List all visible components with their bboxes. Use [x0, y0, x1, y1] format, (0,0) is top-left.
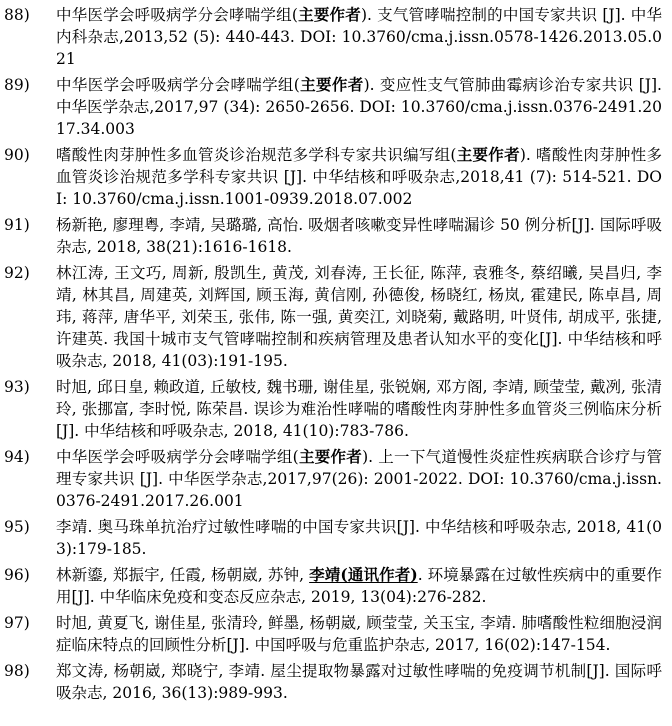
reference-number: 92) — [4, 264, 30, 282]
reference-citation: ). 上一下气道慢性炎症性疾病联合诊疗与管理专家共识 [J]. 中华医学杂志,2017,97(26): 2001-2022. DOI: 10.3760/cma.j.issn.0376-2491.2017.26.001 — [56, 448, 662, 510]
reference-item — [4, 214, 662, 258]
reference-text: 时旭, 黄夏飞, 谢佳星, 张清玲, 鲜墨, 杨朝崴, 顾莹莹, 关玉宝, 李靖. 肺嗜酸性粒细胞浸润症临床特点的回顾性分析[J]. 中国呼吸与危重监护杂志, 2017, 16(02):147-154. — [56, 614, 662, 654]
reference-item — [4, 144, 662, 210]
reference-text — [56, 564, 662, 608]
author-role: 主要作者 — [297, 5, 361, 24]
reference-item — [4, 262, 662, 372]
reference-text: 林江涛, 王文巧, 周新, 殷凯生, 黄茂, 刘春涛, 王长征, 陈萍, 袁雅冬, 蔡绍曦, 吴昌归, 李靖, 林其昌, 周建英, 刘辉国, 顾玉海, 黄信刚, 孙德俊, 杨晓红, 杨岚, 霍建民, 陈卓昌, 周玮, 蒋萍, 唐华平, 刘荣玉, 张伟, 陈一强, 黄奕江, 刘晓菊, 戴路明, 叶贤伟, 胡成平, 张捷, 许建英. 我国十城市支气管哮喘控制和疾病管理及患者认知水平的变化[J]. 中华结核和呼吸杂志, 2018, 41(03):191-195. — [56, 264, 662, 370]
reference-authors: 中华医学会呼吸病学分会哮喘学组( — [56, 76, 300, 94]
reference-item — [4, 564, 662, 608]
reference-number: 88) — [4, 6, 30, 24]
corresponding-author: 李靖(通讯作者) — [309, 565, 418, 584]
reference-citation: ). 变应性支气管肺曲霉病诊治专家共识 [J]. 中华医学杂志,2017,97 (34): 2650-2656. DOI: 10.3760/cma.j.issn.0376-2491.2017.34.003 — [56, 76, 662, 138]
reference-citation: . 环境暴露在过敏性疾病中的重要作用[J]. 中华临床免疫和变态反应杂志, 2019, 13(04):276-282. — [56, 566, 662, 606]
reference-item — [4, 446, 662, 512]
reference-text — [56, 74, 662, 140]
reference-text: 李靖. 奥马珠单抗治疗过敏性哮喘的中国专家共识[J]. 中华结核和呼吸杂志, 2018, 41(03):179-185. — [56, 518, 662, 558]
reference-authors: 中华医学会呼吸病学分会哮喘学组( — [56, 448, 299, 466]
author-role: 主要作者 — [298, 447, 363, 466]
reference-number: 90) — [4, 146, 30, 164]
reference-number: 95) — [4, 518, 30, 536]
reference-text — [56, 4, 662, 70]
reference-authors: 林新鎏, 郑振宇, 任霞, 杨朝崴, 苏钟, — [56, 566, 310, 584]
reference-item — [4, 660, 662, 704]
reference-number: 94) — [4, 448, 30, 466]
author-role: 主要作者 — [456, 145, 520, 164]
reference-number: 96) — [4, 566, 30, 584]
reference-number: 97) — [4, 614, 30, 632]
author-role: 主要作者 — [299, 75, 364, 94]
reference-text: 郑文涛, 杨朝崴, 郑晓宁, 李靖. 屋尘提取物暴露对过敏性哮喘的免疫调节机制[J]. 国际呼吸杂志, 2016, 36(13):989-993. — [56, 662, 662, 702]
reference-text — [56, 144, 662, 210]
reference-citation: ). 嗜酸性肉芽肿性多血管炎诊治规范多学科专家共识 [J]. 中华结核和呼吸杂志,2018,41 (7): 514-521. DOI: 10.3760/cma.j.issn.1001-0939.2018.07.002 — [56, 146, 662, 208]
reference-item — [4, 74, 662, 140]
reference-item — [4, 612, 662, 656]
reference-list — [4, 4, 662, 704]
reference-number: 93) — [4, 378, 30, 396]
reference-citation: ). 支气管哮喘控制的中国专家共识 [J]. 中华内科杂志,2013,52 (5): 440-443. DOI: 10.3760/cma.j.issn.0578-1426.2013.05.021 — [56, 6, 662, 68]
reference-authors: 中华医学会呼吸病学分会哮喘学组( — [56, 6, 298, 24]
reference-item — [4, 376, 662, 442]
reference-text: 时旭, 邱日皇, 赖政道, 丘敏枝, 魏书珊, 谢佳星, 张锐娴, 邓方阁, 李靖, 顾莹莹, 戴冽, 张清玲, 张挪富, 李时悦, 陈荣昌. 误诊为难治性哮喘的嗜酸性肉芽肿性多血管炎三例临床分析[J]. 中华结核和呼吸杂志, 2018, 41(10):783-786. — [56, 378, 662, 440]
reference-text: 杨新艳, 廖理粤, 李靖, 吴璐璐, 高怡. 吸烟者咳嗽变异性哮喘漏诊 50 例分析[J]. 国际呼吸杂志, 2018, 38(21):1616-1618. — [56, 216, 662, 256]
reference-number: 89) — [4, 76, 30, 94]
reference-number: 98) — [4, 662, 30, 680]
reference-authors: 嗜酸性肉芽肿性多血管炎诊治规范多学科专家共识编写组( — [56, 146, 457, 164]
reference-text — [56, 446, 662, 512]
reference-item — [4, 516, 662, 560]
reference-number: 91) — [4, 216, 30, 234]
reference-item — [4, 4, 662, 70]
